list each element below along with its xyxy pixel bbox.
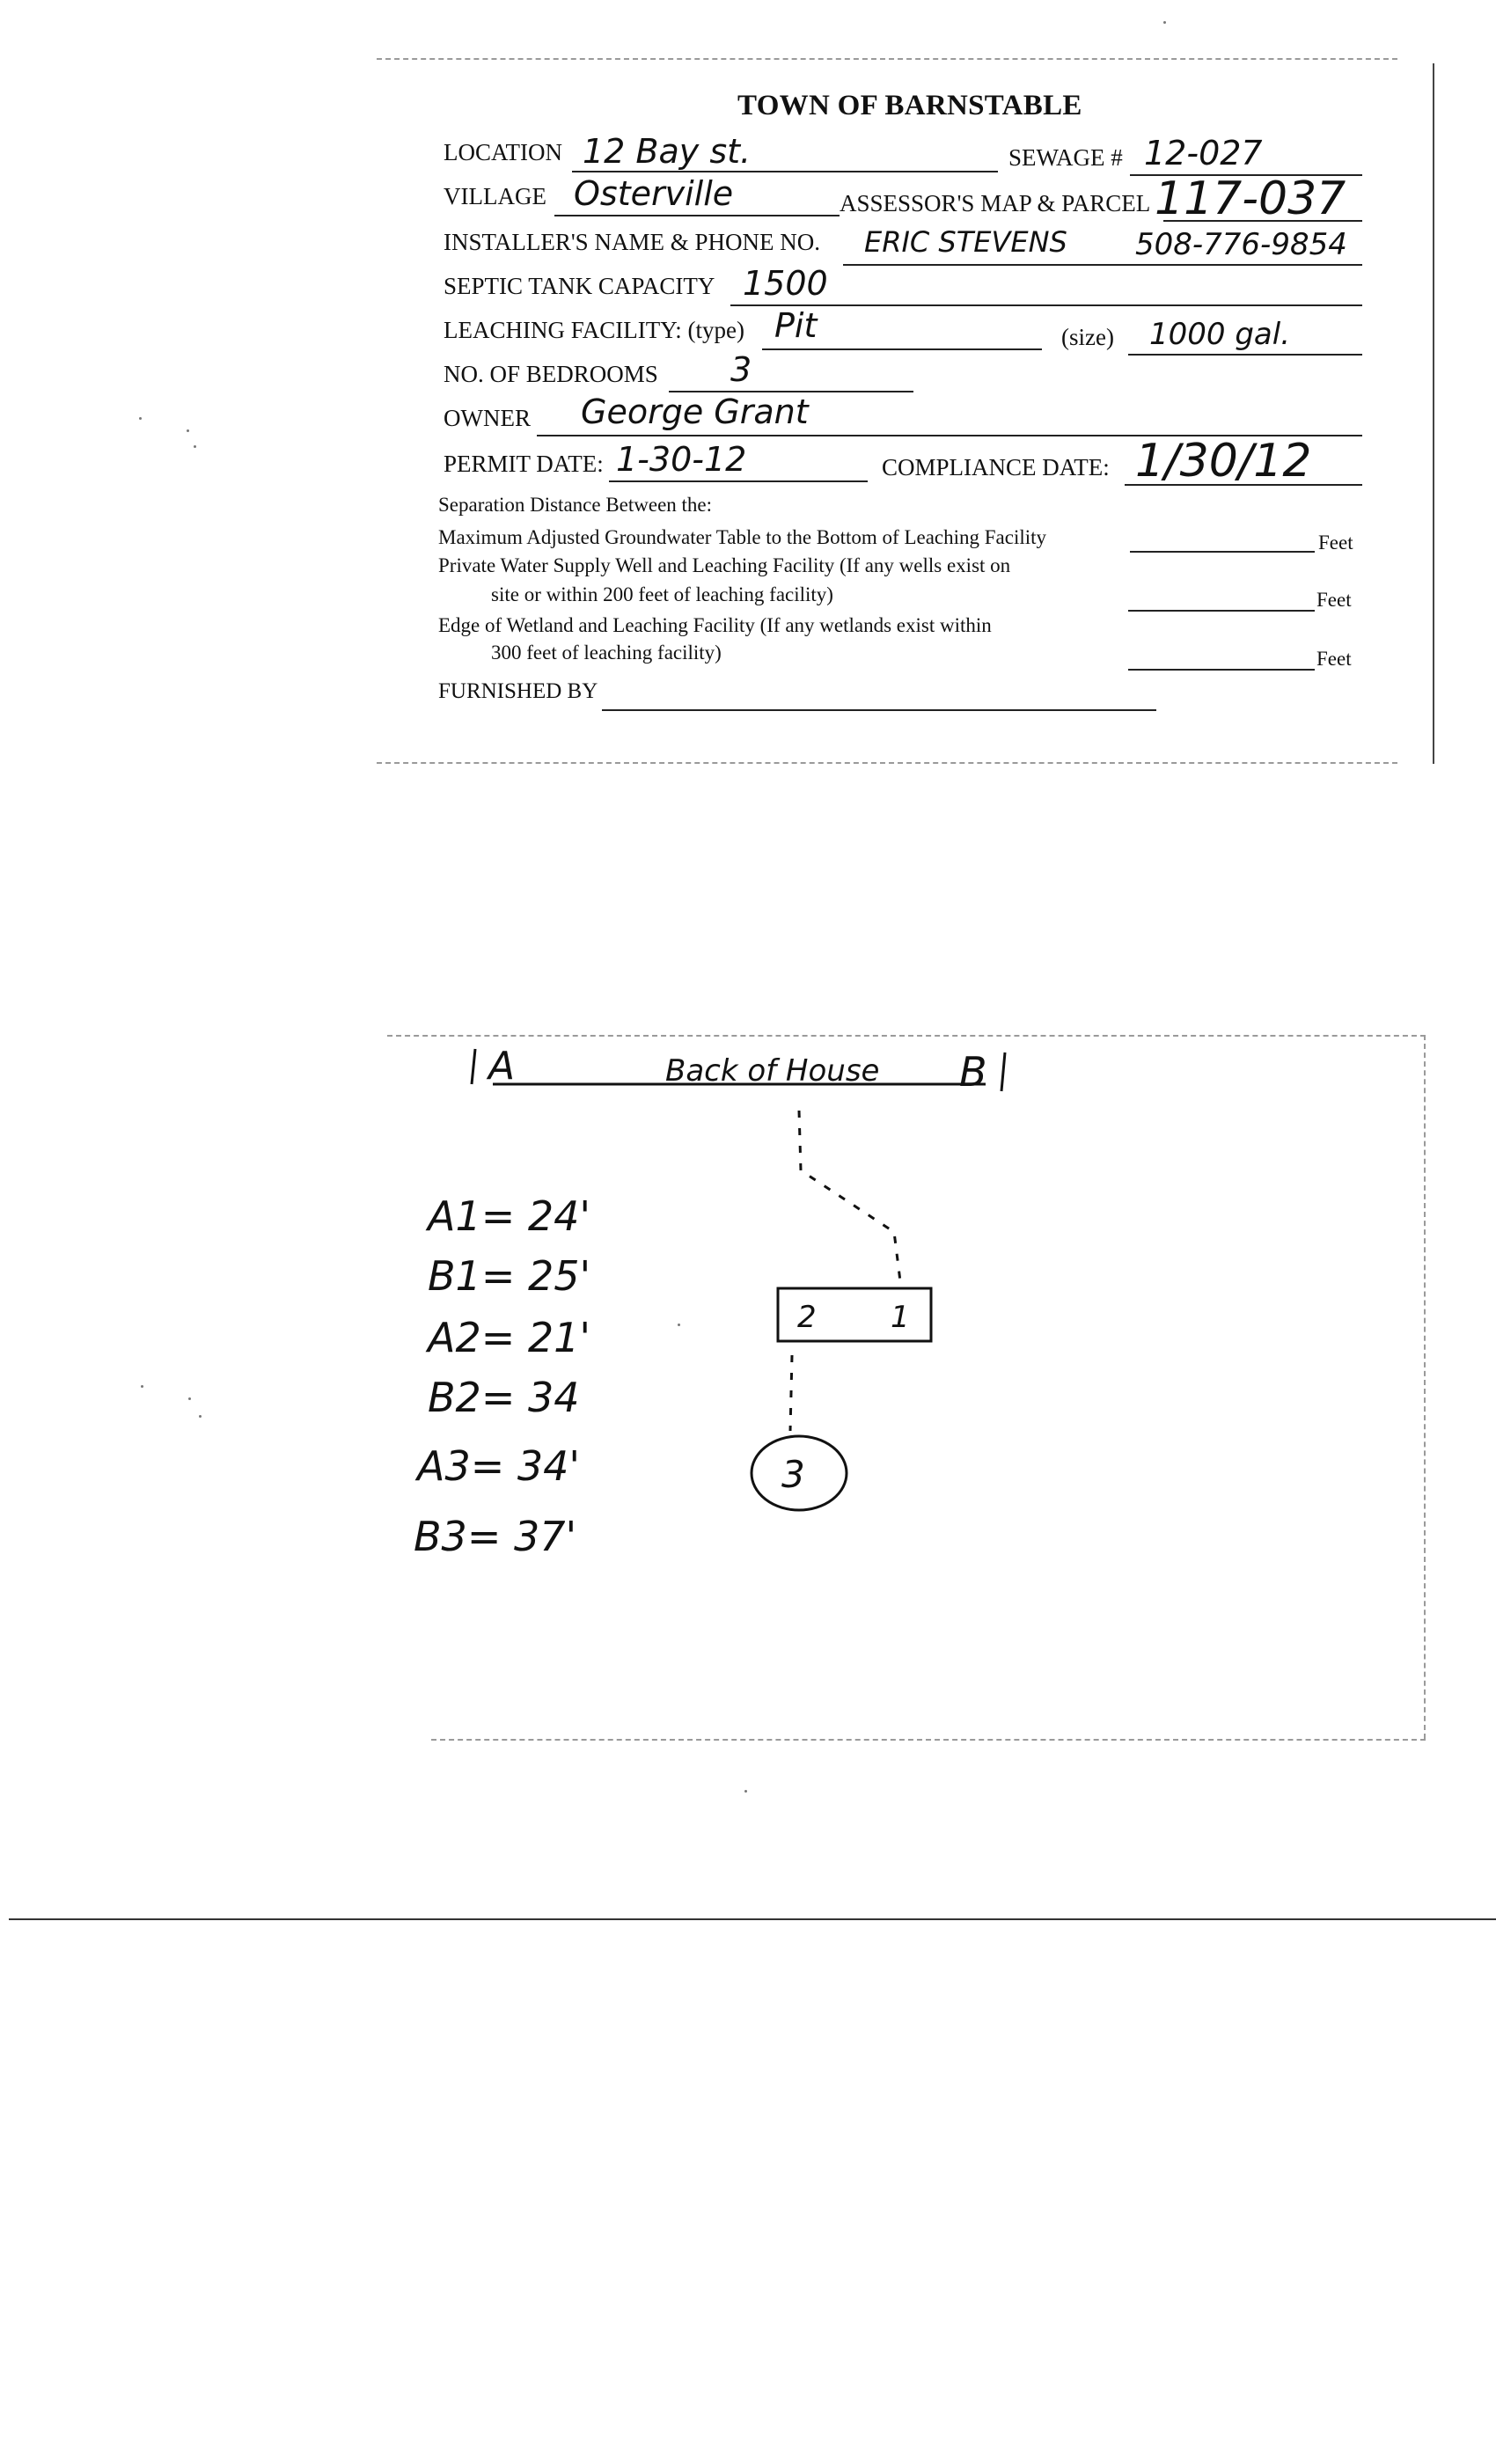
scan-speck <box>744 1790 747 1793</box>
installer-name: ERIC STEVENS <box>864 225 1067 259</box>
furnished-label: FURNISHED BY <box>438 679 598 703</box>
measurement-a1: A1= 24' <box>428 1192 591 1240</box>
leaching-type-value: Pit <box>774 306 818 345</box>
leaching-type-label: LEACHING FACILITY: (type) <box>444 317 744 343</box>
form-title: TOWN OF BARNSTABLE <box>737 90 1082 121</box>
owner-label: OWNER <box>444 405 531 431</box>
scan-speck <box>678 1324 680 1326</box>
separation-heading: Separation Distance Between the: <box>438 494 713 516</box>
measurement-a2: A2= 21' <box>428 1314 591 1361</box>
septic-value: 1500 <box>743 264 828 303</box>
measurement-b3: B3= 37' <box>414 1513 577 1560</box>
separation-groundwater: Maximum Adjusted Groundwater Table to the Bottom of Leaching Facility <box>438 526 1047 548</box>
permit-label: PERMIT DATE: <box>444 451 604 477</box>
septic-label: SEPTIC TANK CAPACITY <box>444 273 715 299</box>
house-label: Back of House <box>665 1053 880 1089</box>
pipe-house-to-tank <box>799 1111 901 1288</box>
permit-value: 1-30-12 <box>616 440 747 479</box>
installer-phone: 508-776-9854 <box>1135 227 1347 262</box>
compliance-label: COMPLIANCE DATE: <box>882 454 1110 480</box>
village-label: VILLAGE <box>444 183 546 209</box>
scan-speck <box>199 1415 202 1418</box>
scan-speck <box>188 1397 191 1400</box>
village-value: Osterville <box>574 174 734 213</box>
pipe-tank-to-pit <box>790 1355 792 1431</box>
scan-speck <box>141 1385 143 1388</box>
leaching-size-label: (size) <box>1061 324 1114 350</box>
assessor-value: 117-037 <box>1155 172 1346 225</box>
assessor-label: ASSESSOR'S MAP & PARCEL <box>840 190 1151 216</box>
sewage-label: SEWAGE # <box>1008 144 1123 171</box>
sewage-value: 12-027 <box>1144 134 1263 172</box>
wetland-feet-label: Feet <box>1316 648 1352 670</box>
tank-label-2: 2 <box>797 1300 817 1335</box>
measurement-b1: B1= 25' <box>428 1252 591 1300</box>
corner-b-label: B <box>959 1048 987 1096</box>
page-bottom-rule <box>9 1918 1496 1920</box>
corner-a-label: A <box>488 1044 516 1089</box>
tank-label-1: 1 <box>891 1300 910 1335</box>
location-label: LOCATION <box>444 139 562 165</box>
location-value: 12 Bay st. <box>583 132 752 171</box>
bedrooms-label: NO. OF BEDROOMS <box>444 361 658 387</box>
leaching-size-value: 1000 gal. <box>1149 317 1291 352</box>
separation-well-line1: Private Water Supply Well and Leaching Facility (If any wells exist on <box>438 554 1011 576</box>
separation-wetland-line2: 300 feet of leaching facility) <box>491 642 722 664</box>
scan-speck <box>194 445 196 448</box>
separation-wetland-line1: Edge of Wetland and Leaching Facility (If any wetlands exist within <box>438 614 992 636</box>
measurement-b2: B2= 34 <box>428 1374 580 1421</box>
compliance-value: 1/30/12 <box>1135 435 1312 488</box>
pit-label: 3 <box>781 1453 805 1496</box>
scan-speck <box>139 417 142 420</box>
scan-speck <box>187 429 189 432</box>
scan-speck <box>1163 21 1166 24</box>
well-feet-label: Feet <box>1316 589 1352 611</box>
measurement-a3: A3= 34' <box>417 1442 581 1490</box>
owner-value: George Grant <box>581 392 809 431</box>
installer-label: INSTALLER'S NAME & PHONE NO. <box>444 229 820 255</box>
separation-well-line2: site or within 200 feet of leaching facility) <box>491 583 833 605</box>
bedrooms-value: 3 <box>730 350 752 389</box>
groundwater-feet-label: Feet <box>1318 532 1353 554</box>
